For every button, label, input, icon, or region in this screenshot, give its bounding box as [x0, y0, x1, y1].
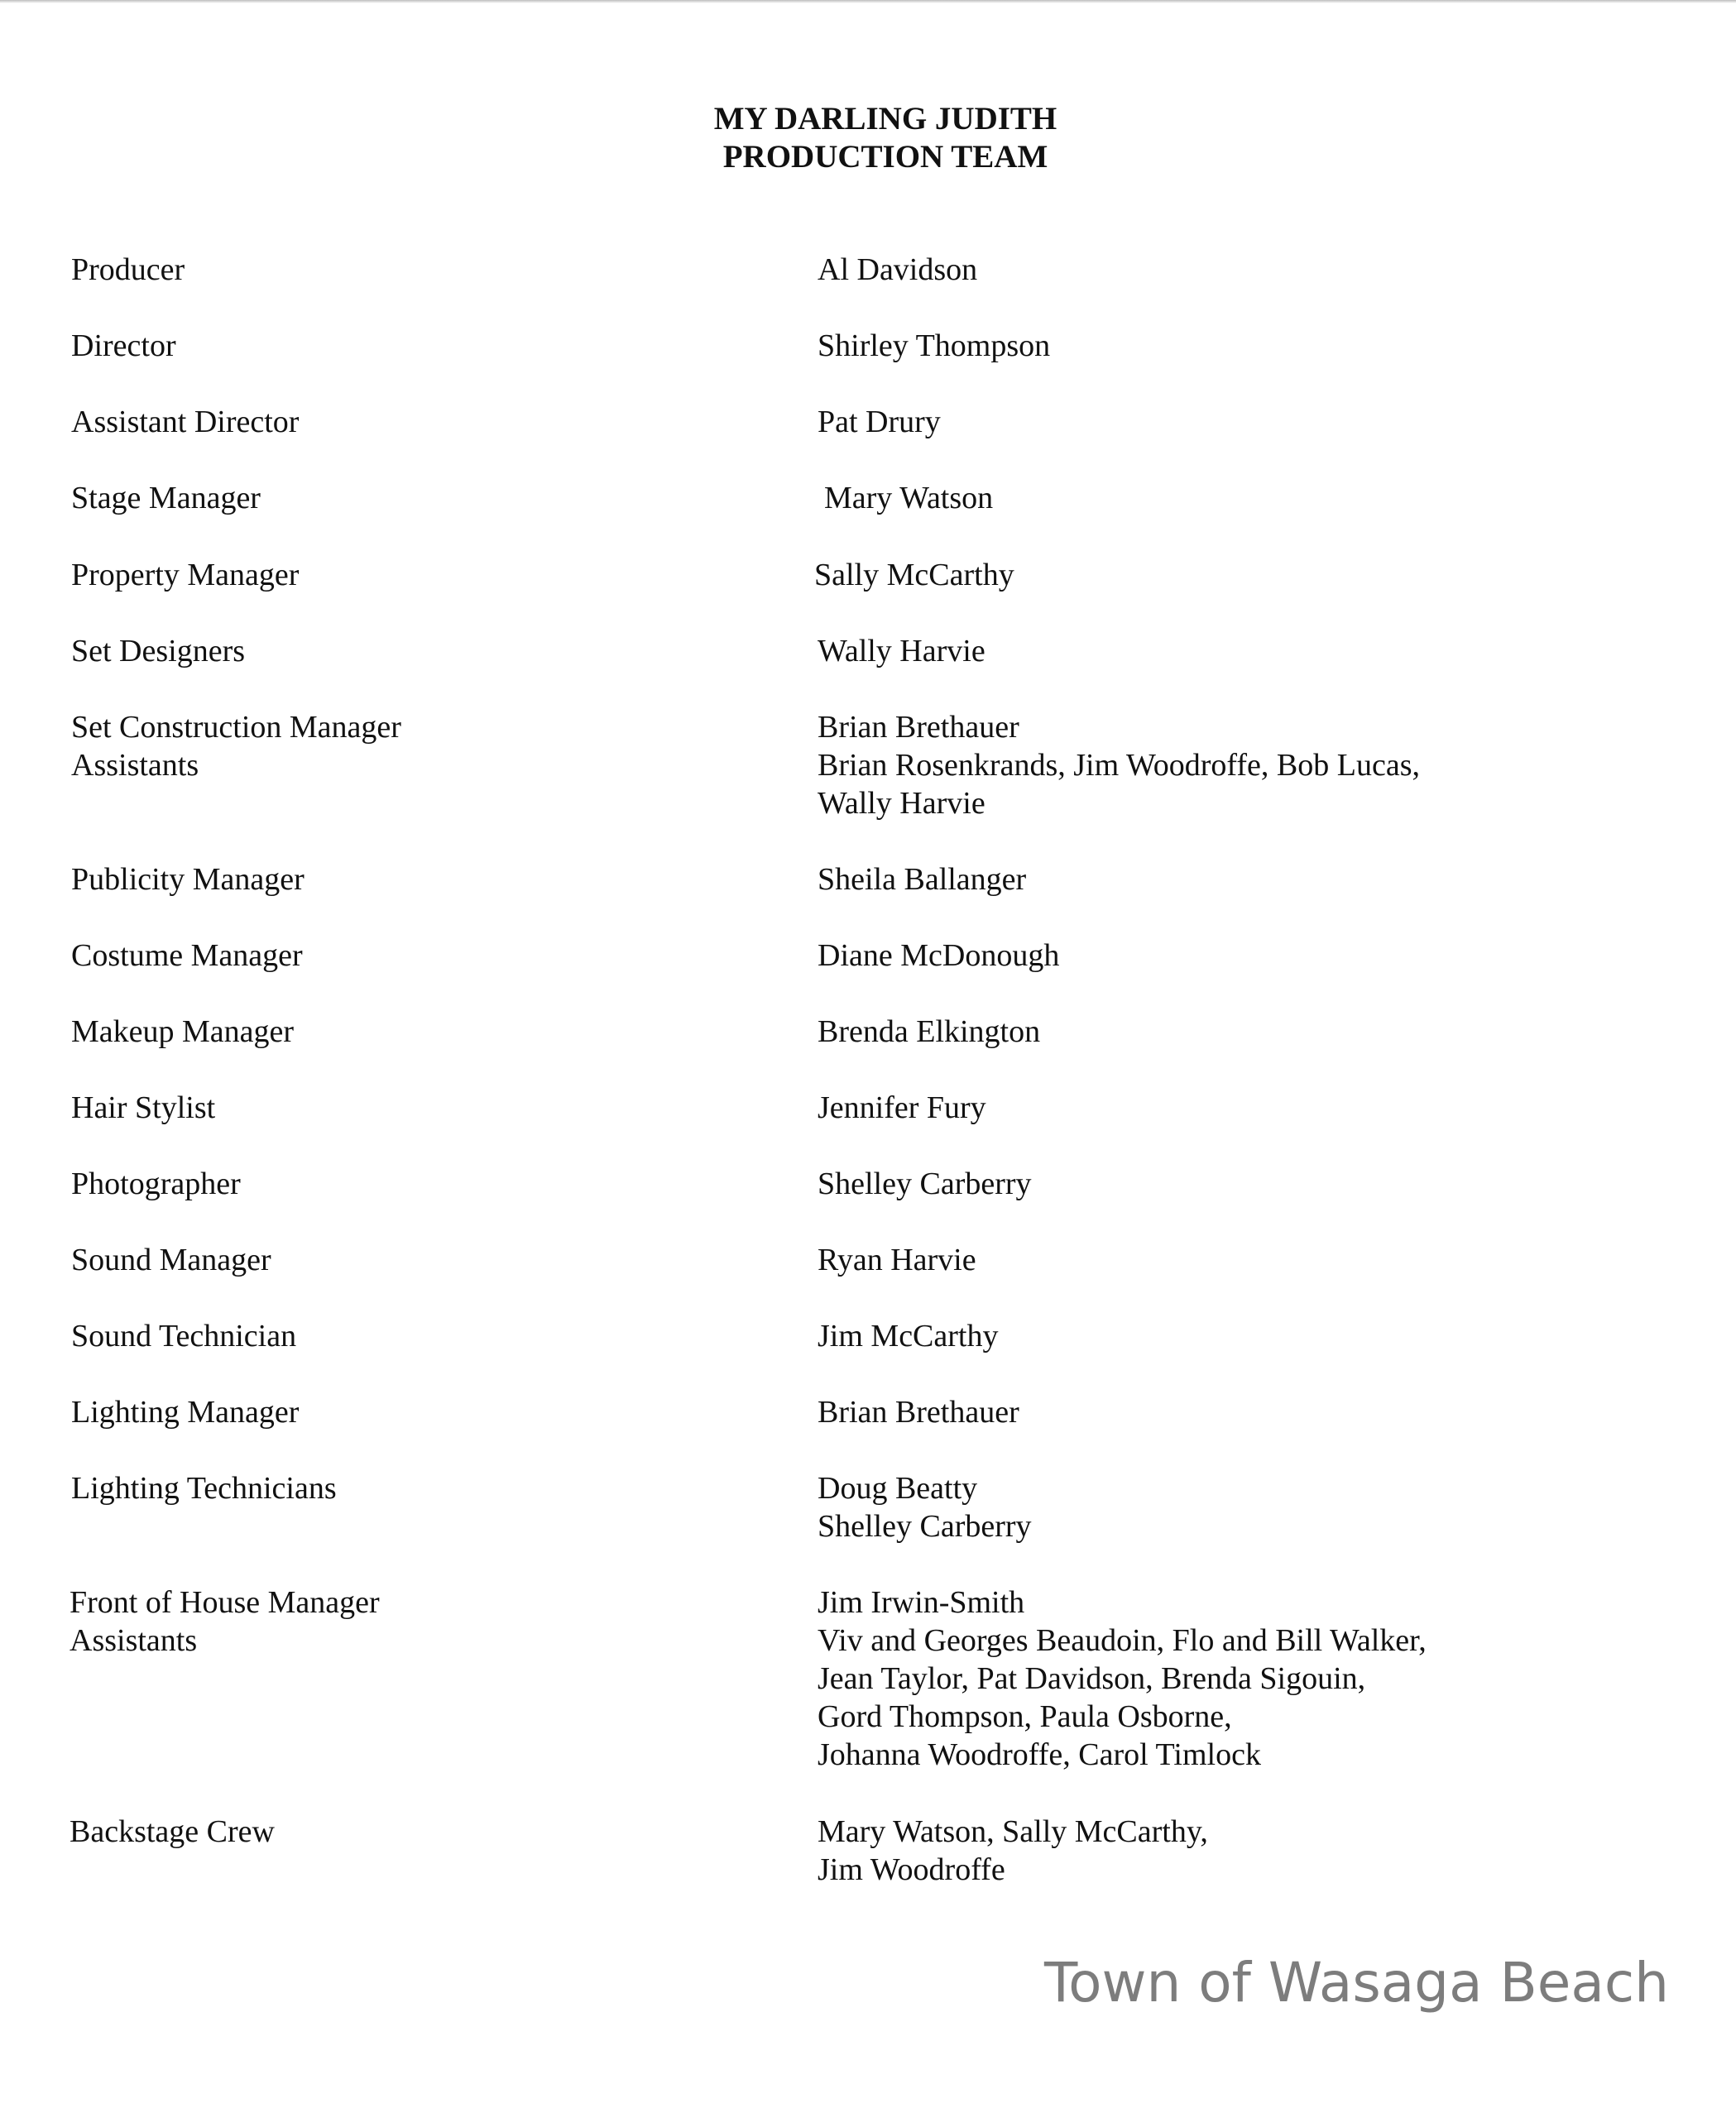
role-label: Sound Manager: [71, 1243, 271, 1277]
names-list: [814, 556, 1014, 594]
name-line: Ryan Harvie: [818, 1243, 976, 1277]
names-list: [818, 1165, 1032, 1203]
name-line: Jean Taylor, Pat Davidson, Brenda Sigouin,: [818, 1661, 1366, 1696]
name-line: Sheila Ballanger: [818, 862, 1027, 897]
name-line: Sally McCarthy: [814, 558, 1014, 592]
names-list: [818, 937, 1059, 975]
role-label: Makeup Manager: [71, 1014, 295, 1049]
names-list: [818, 1583, 1427, 1774]
names-list: [818, 251, 977, 289]
role-label: Backstage Crew: [70, 1814, 275, 1849]
role-label: [71, 708, 401, 784]
names-list: [818, 1469, 1032, 1545]
name-line: Doug Beatty: [818, 1471, 978, 1506]
role-label: Property Manager: [71, 558, 300, 592]
names-list: [818, 708, 1420, 822]
role-label: Publicity Manager: [71, 862, 305, 897]
name-line: Al Davidson: [818, 252, 978, 287]
role-label: Sound Technician: [71, 1319, 297, 1353]
names-list: [818, 403, 941, 441]
document-title: MY DARLING JUDITH: [713, 101, 1057, 137]
role-label: [70, 1583, 380, 1660]
name-line: Jim McCarthy: [818, 1319, 999, 1353]
name-line: Shelley Carberry: [818, 1509, 1032, 1544]
role-label: Lighting Technicians: [71, 1471, 337, 1506]
name-line: Jennifer Fury: [818, 1090, 986, 1125]
role-label: Photographer: [71, 1167, 241, 1201]
name-line: Shelley Carberry: [818, 1167, 1032, 1201]
name-line: Wally Harvie: [818, 786, 985, 821]
role-label: Costume Manager: [71, 938, 303, 973]
role-line: Assistants: [71, 748, 199, 783]
names-list: [818, 1813, 1208, 1889]
scan-edge: [0, 0, 1736, 3]
name-line: Brian Brethauer: [818, 710, 1019, 745]
document-subtitle: PRODUCTION TEAM: [722, 139, 1048, 175]
name-line: Jim Woodroffe: [818, 1852, 1005, 1887]
name-line: Diane McDonough: [818, 938, 1060, 973]
role-label: Set Designers: [71, 634, 246, 668]
names-list: [818, 1393, 1019, 1431]
role-line: Set Construction Manager: [71, 710, 401, 745]
name-line: Brian Rosenkrands, Jim Woodroffe, Bob Lucas,: [818, 748, 1420, 783]
role-label: Lighting Manager: [71, 1395, 300, 1430]
name-line: Mary Watson: [824, 481, 994, 515]
names-list: [818, 327, 1050, 365]
role-label: Director: [71, 328, 176, 363]
names-list: [824, 479, 993, 517]
name-line: Jim Irwin-Smith: [818, 1585, 1025, 1620]
name-line: Brenda Elkington: [818, 1014, 1041, 1049]
names-list: [818, 1241, 976, 1279]
role-line: Front of House Manager: [70, 1585, 380, 1620]
name-line: Shirley Thompson: [818, 328, 1051, 363]
names-list: [818, 632, 985, 670]
role-label: Hair Stylist: [71, 1090, 216, 1125]
name-line: Wally Harvie: [818, 634, 985, 668]
names-list: [818, 1013, 1040, 1051]
role-line: Assistants: [70, 1623, 198, 1658]
names-list: [818, 860, 1026, 898]
role-label: Producer: [71, 252, 185, 287]
role-label: Assistant Director: [71, 405, 300, 439]
name-line: Pat Drury: [818, 405, 941, 439]
name-line: Johanna Woodroffe, Carol Timlock: [818, 1737, 1261, 1772]
watermark: Town of Wasaga Beach: [1044, 1951, 1669, 2015]
names-list: [818, 1317, 998, 1355]
names-list: [818, 1089, 986, 1127]
name-line: Viv and Georges Beaudoin, Flo and Bill Walker,: [818, 1623, 1427, 1658]
name-line: Brian Brethauer: [818, 1395, 1019, 1430]
role-label: Stage Manager: [71, 481, 261, 515]
name-line: Gord Thompson, Paula Osborne,: [818, 1699, 1232, 1734]
name-line: Mary Watson, Sally McCarthy,: [818, 1814, 1208, 1849]
